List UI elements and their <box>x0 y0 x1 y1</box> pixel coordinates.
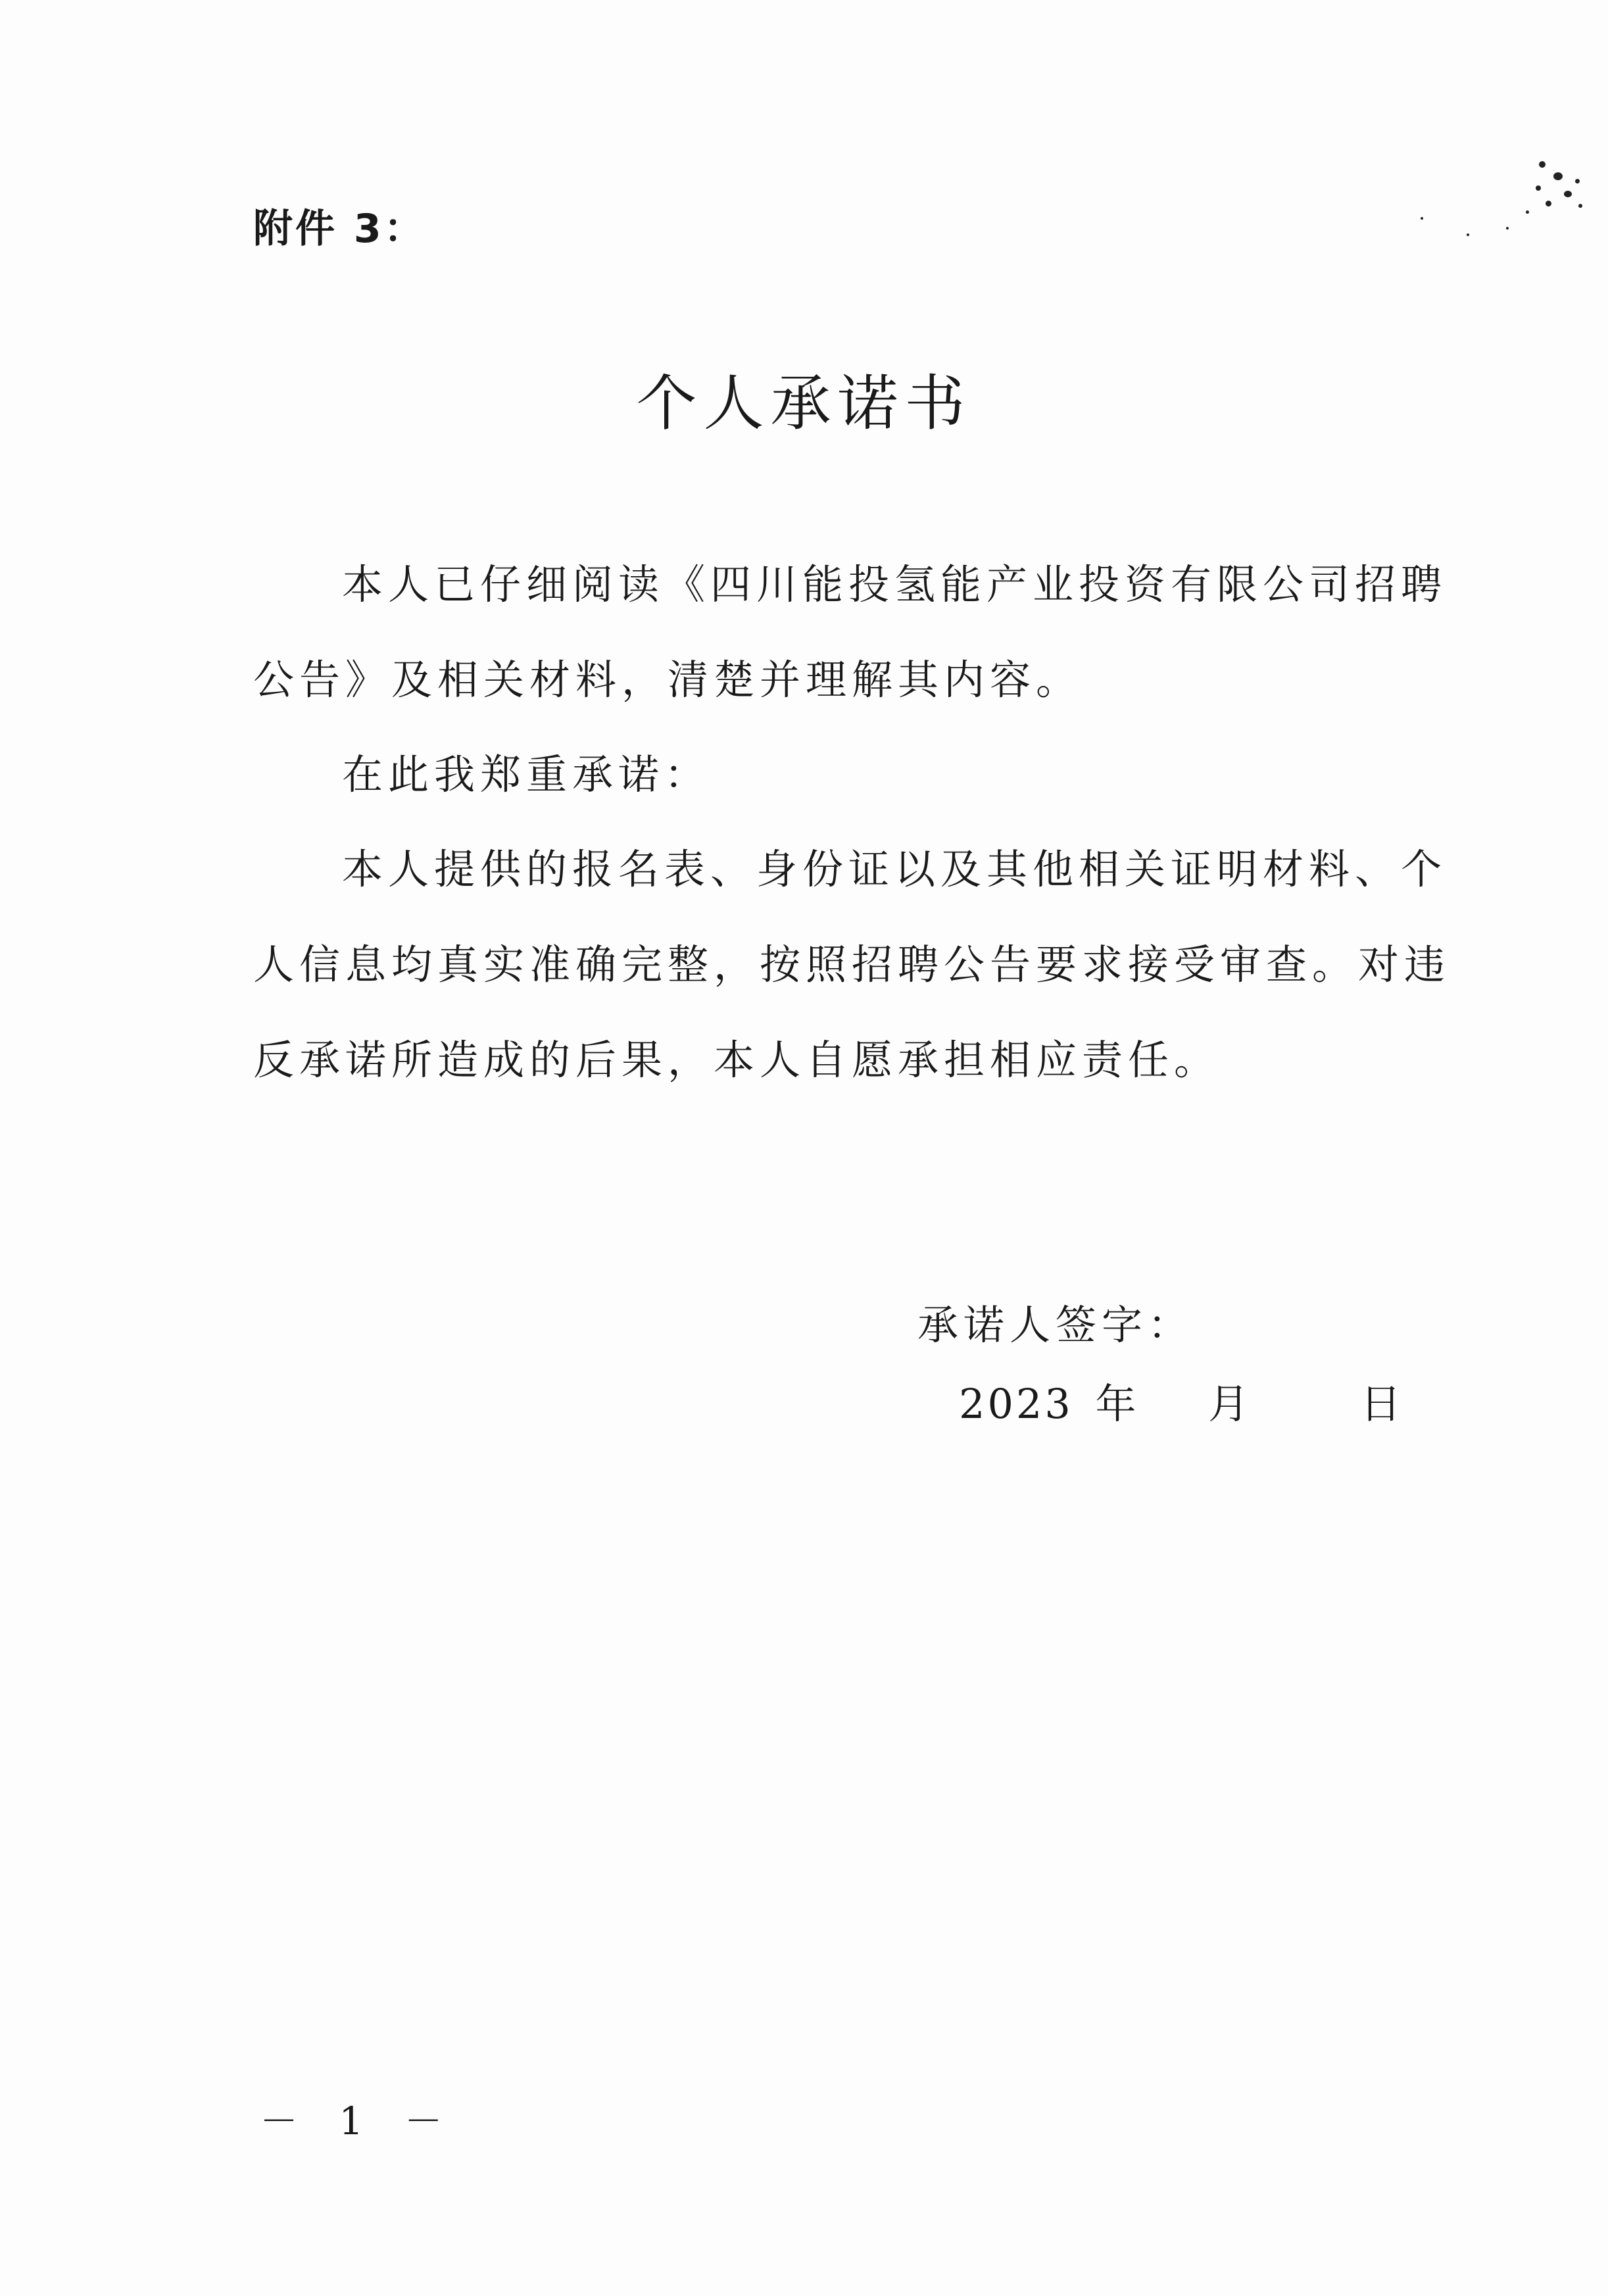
date-day-unit: 日 <box>1360 1380 1401 1428</box>
signature-label: 承诺人签字： <box>917 1301 1194 1349</box>
paragraph-line: 本人已仔细阅读《四川能投氢能产业投资有限公司招聘 <box>342 560 1448 608</box>
date-month-unit: 月 <box>1207 1380 1249 1428</box>
date-year: 2023 <box>959 1380 1073 1428</box>
paragraph-line: 反承诺所造成的后果，本人自愿承担相应责任。 <box>253 1036 1221 1084</box>
date-year-unit: 年 <box>1095 1380 1136 1428</box>
signature-date <box>959 1371 1401 1430</box>
paragraph-line: 在此我郑重承诺： <box>342 750 711 798</box>
paragraph-line: 本人提供的报名表、身份证以及其他相关证明材料、个 <box>342 845 1448 893</box>
page-number: － 1 － <box>260 2099 457 2143</box>
paragraph-line: 人信息均真实准确完整，按照招聘公告要求接受审查。对违 <box>253 940 1451 989</box>
attachment-label: 附件 3： <box>253 206 426 252</box>
paragraph-line: 公告》及相关材料，清楚并理解其内容。 <box>253 656 1083 704</box>
document-title: 个人承诺书 <box>636 368 972 439</box>
